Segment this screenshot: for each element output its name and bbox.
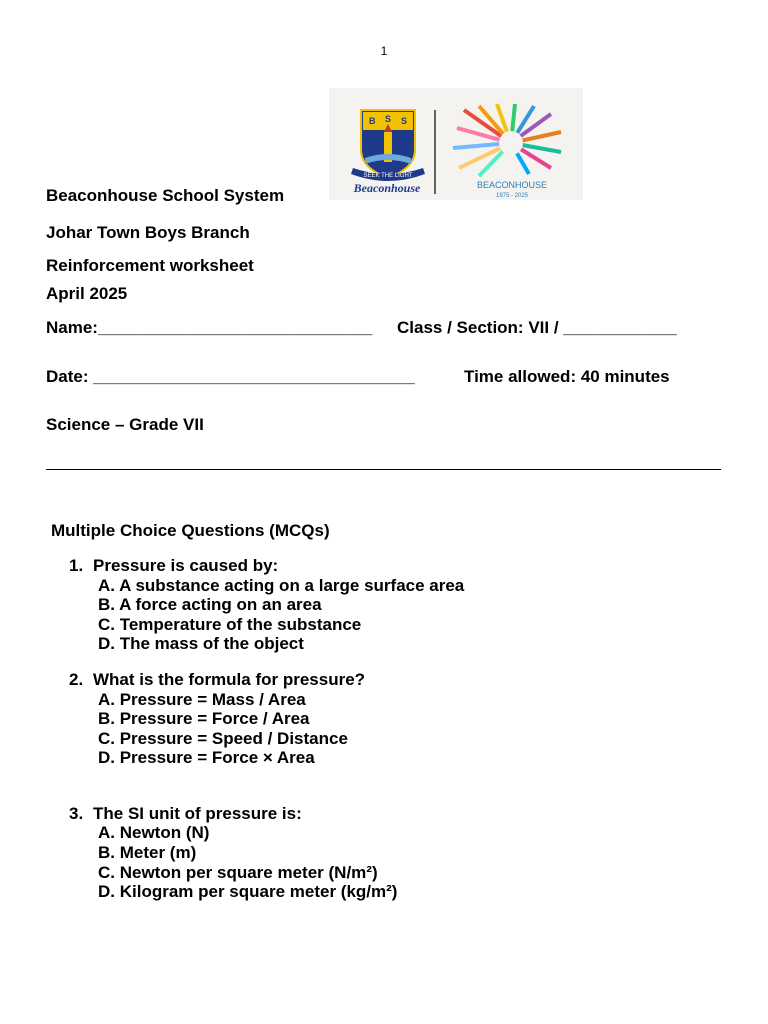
header-divider: [46, 469, 721, 470]
q1-option-d[interactable]: D. The mass of the object: [98, 634, 304, 653]
page-number: 1: [380, 44, 388, 58]
anniversary-years: 1975 - 2025: [495, 193, 529, 199]
q3-option-d[interactable]: D. Kilogram per square meter (kg/m²): [98, 882, 398, 901]
time-allowed: Time allowed: 40 minutes: [464, 367, 670, 386]
q1-option-b[interactable]: B. A force acting on an area: [98, 595, 322, 614]
question-3: [69, 804, 302, 824]
q3-option-b[interactable]: B. Meter (m): [98, 843, 197, 862]
anniversary-name: BEACONHOUSE: [476, 180, 548, 190]
q3-option-a[interactable]: A. Newton (N): [98, 823, 210, 842]
mcq-section-title: Multiple Choice Questions (MCQs): [51, 521, 330, 540]
question-text: Pressure is caused by:: [93, 556, 279, 575]
class-section-field[interactable]: Class / Section: VII / ____________: [397, 318, 677, 337]
question-number: 1.: [69, 556, 84, 575]
crest-letter: S: [385, 114, 392, 124]
branch-name: Johar Town Boys Branch: [46, 223, 250, 242]
question-number: 3.: [69, 804, 84, 823]
q3-option-c[interactable]: C. Newton per square meter (N/m²): [98, 863, 378, 882]
q2-option-a[interactable]: A. Pressure = Mass / Area: [98, 690, 306, 709]
school-logo-banner: [329, 88, 583, 200]
crest-letter: B: [369, 116, 376, 126]
crest-letter: S: [401, 116, 408, 126]
question-1: [69, 556, 278, 576]
worksheet-title: Reinforcement worksheet: [46, 256, 254, 275]
q1-option-a[interactable]: A. A substance acting on a large surface area: [98, 576, 465, 595]
q2-option-d[interactable]: D. Pressure = Force × Area: [98, 748, 315, 767]
crest-motto: SEEK THE LIGHT: [363, 173, 413, 179]
question-2: [69, 670, 365, 690]
q2-option-b[interactable]: B. Pressure = Force / Area: [98, 709, 310, 728]
subject-grade: Science – Grade VII: [46, 415, 204, 434]
date-field[interactable]: Date: __________________________________: [46, 367, 415, 386]
anniversary-burst-icon: [453, 104, 561, 199]
question-text: What is the formula for pressure?: [93, 670, 366, 689]
question-number: 2.: [69, 670, 84, 689]
crest-name: Beaconhouse: [353, 181, 421, 195]
crest-icon: [351, 110, 425, 195]
q2-option-c[interactable]: C. Pressure = Speed / Distance: [98, 729, 348, 748]
beaconhouse-logo: [329, 88, 583, 200]
worksheet-month: April 2025: [46, 284, 128, 303]
name-field[interactable]: Name:_____________________________: [46, 318, 373, 337]
q1-option-c[interactable]: C. Temperature of the substance: [98, 615, 362, 634]
question-text: The SI unit of pressure is:: [93, 804, 302, 823]
school-name: Beaconhouse School System: [46, 186, 285, 205]
